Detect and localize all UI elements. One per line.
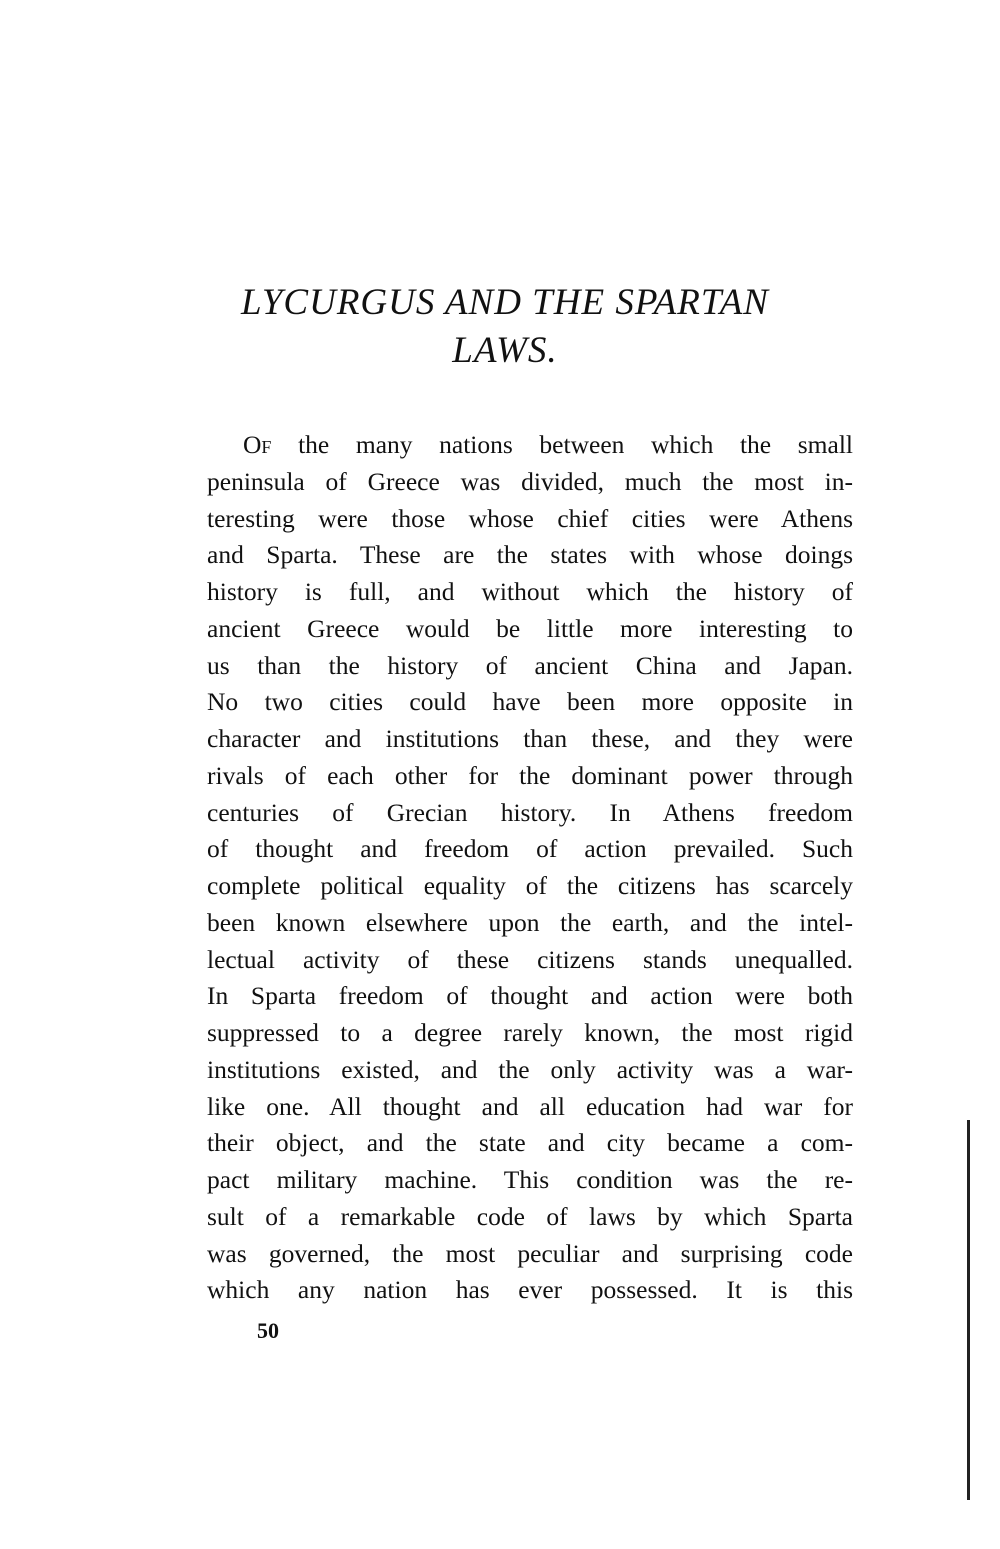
text-line: us than the history of ancient China and Japan. (207, 650, 853, 680)
text-line: centuries of Grecian history. In Athens freedom (207, 797, 853, 827)
page-number: 50 (257, 1318, 279, 1343)
text-line: character and institutions than these, and they were (207, 724, 853, 753)
chapter-title-line-1: LYCURGUS AND THE SPARTAN (241, 282, 769, 323)
text-line: was governed, the most peculiar and surprising code (207, 1238, 853, 1268)
text-line: ancient Greece would be little more interesting to (207, 613, 853, 643)
text-line (207, 427, 853, 464)
text-line: institutions existed, and the only activity was a war- (207, 1054, 853, 1084)
text-line: lectual activity of these citizens stands unequalled. (207, 944, 853, 974)
drop-cap-word: Of (243, 430, 272, 459)
text-line: complete political equality of the citizens has scarcely (207, 871, 853, 900)
text-line: and Sparta. These are the states with whose doings (207, 540, 853, 570)
text-line: of thought and freedom of action prevailed. Such (207, 834, 853, 864)
first-line-text: the many nations between which the small (271, 430, 853, 459)
text-line: their object, and the state and city became a com- (207, 1128, 853, 1158)
text-line: like one. All thought and all education had war for (207, 1091, 853, 1121)
text-line: No two cities could have been more opposite in (207, 687, 853, 717)
chapter-title-line-2: LAWS. (452, 330, 558, 371)
text-line: history is full, and without which the history of (207, 577, 853, 606)
text-line: rivals of each other for the dominant power through (207, 760, 853, 790)
body-text (207, 427, 853, 1309)
text-line: been known elsewhere upon the earth, and the intel- (207, 907, 853, 937)
text-line: teresting were those whose chief cities were Athens (207, 503, 853, 533)
text-line: In Sparta freedom of thought and action were both (207, 981, 853, 1011)
text-line: suppressed to a degree rarely known, the most rigid (207, 1018, 853, 1047)
text-line: pact military machine. This condition was the re- (207, 1165, 853, 1194)
text-line: which any nation has ever possessed. It is this (207, 1275, 853, 1305)
text-line: sult of a remarkable code of laws by which Sparta (207, 1201, 853, 1231)
text-line: peninsula of Greece was divided, much the most in- (207, 466, 853, 496)
page-edge-shadow (967, 1120, 970, 1500)
